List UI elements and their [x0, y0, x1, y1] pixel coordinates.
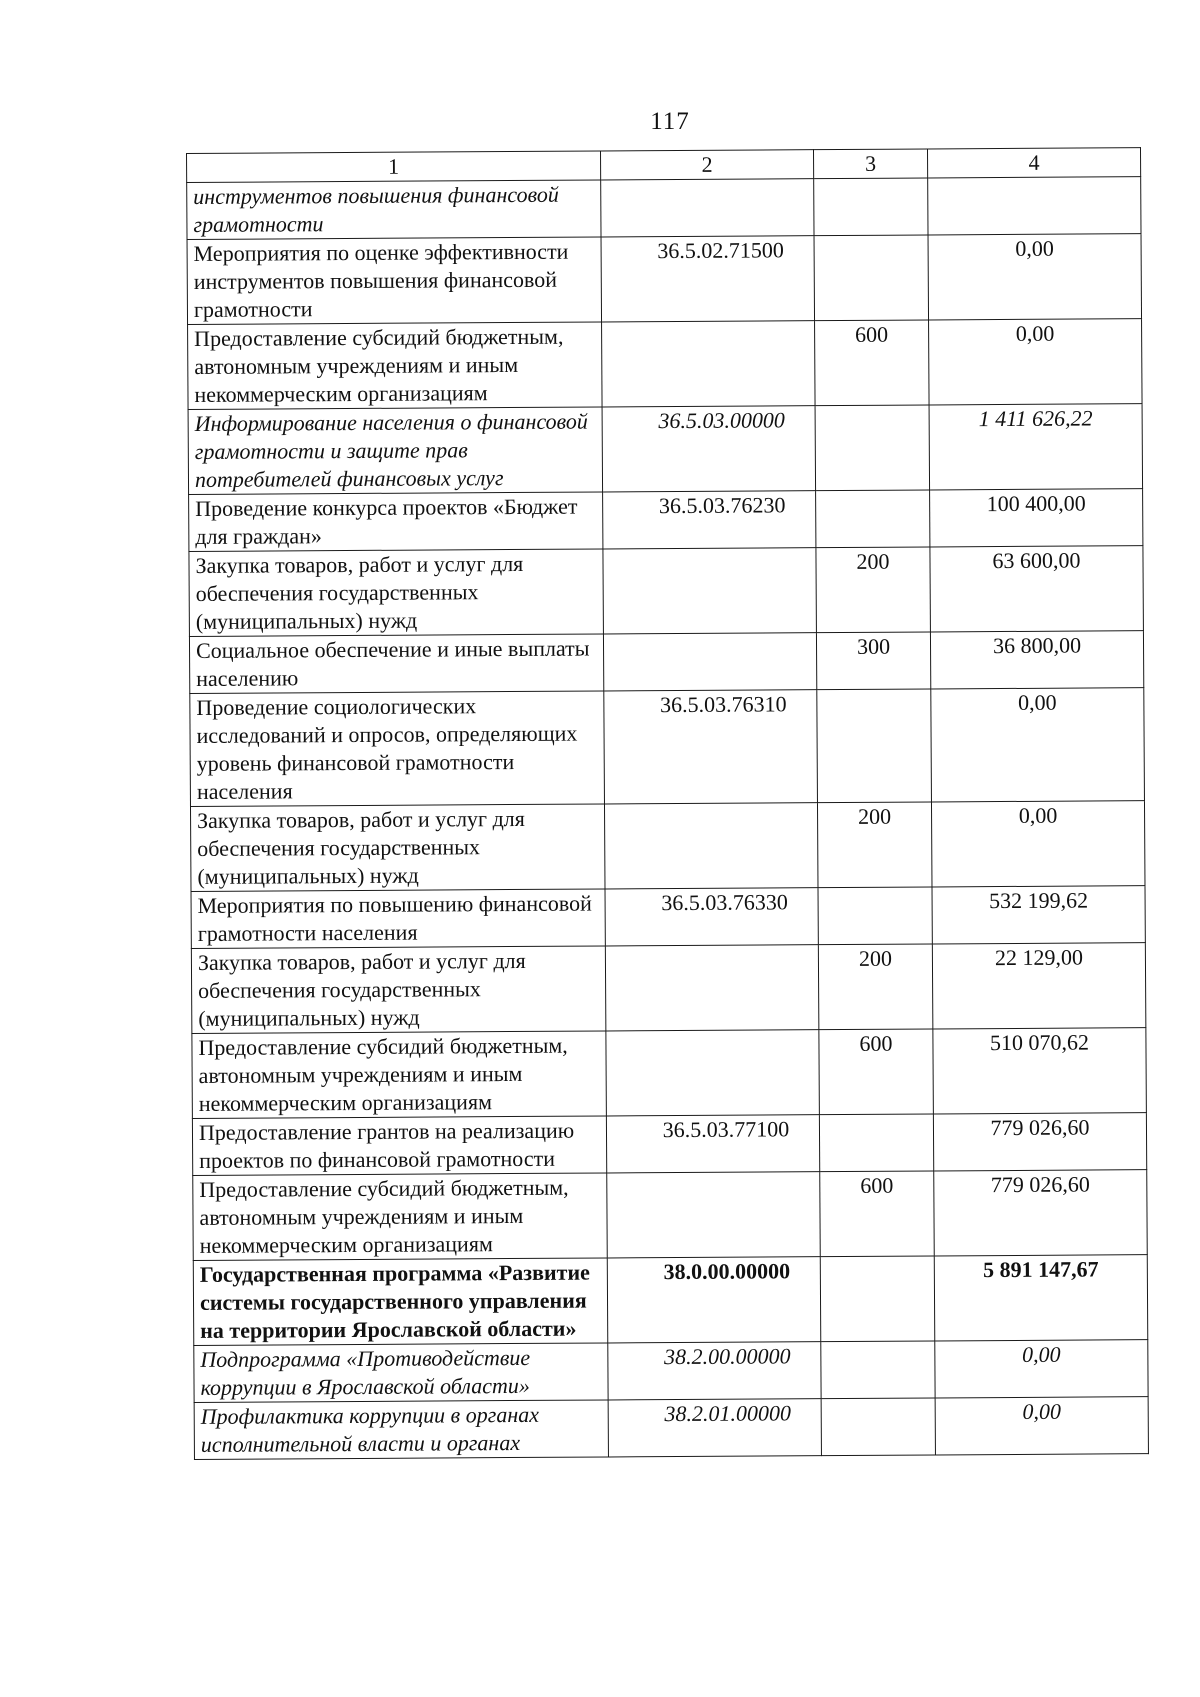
row-name-cell: Предоставление грантов на реализацию проектов по финансовой грамотности — [192, 1116, 606, 1176]
row-type-cell: 200 — [817, 802, 932, 888]
row-amount-cell: 63 600,00 — [930, 546, 1144, 632]
table-row — [191, 886, 1145, 949]
row-type-cell — [819, 1114, 933, 1172]
row-code-cell — [606, 1030, 820, 1116]
table-row — [189, 546, 1144, 637]
row-code-cell: 38.2.00.00000 — [608, 1342, 821, 1400]
table-row — [188, 319, 1143, 410]
row-name-cell: Проведение конкурса проектов «Бюджет для граждан» — [189, 492, 603, 552]
table-row — [193, 1170, 1148, 1261]
row-name-cell: Проведение социологических исследований и опросов, определяющих уровень финансовой грамотности населения — [190, 691, 605, 807]
row-name-cell: Социальное обеспечение и иные выплаты населению — [189, 634, 603, 694]
row-amount-cell: 0,00 — [935, 1397, 1148, 1455]
table-row — [189, 631, 1143, 694]
header-cell-amount: 4 — [927, 148, 1140, 178]
row-amount-cell: 779 026,60 — [933, 1113, 1146, 1171]
row-amount-cell: 0,00 — [931, 688, 1145, 802]
table-row — [190, 801, 1145, 892]
row-type-cell — [820, 1256, 935, 1342]
row-name-cell: Предоставление субсидий бюджетным, автономным учреждениям и иным некоммерческим организациям — [188, 322, 603, 410]
row-name-cell: Мероприятия по повышению финансовой грамотности населения — [191, 889, 605, 949]
row-type-cell — [821, 1398, 935, 1456]
row-name-cell: Предоставление субсидий бюджетным, автономным учреждениям и иным некоммерческим организациям — [192, 1031, 607, 1119]
row-code-cell — [603, 548, 817, 634]
table-row — [187, 234, 1142, 325]
row-code-cell: 36.5.03.00000 — [602, 406, 816, 492]
row-amount-cell: 1 411 626,22 — [929, 404, 1143, 490]
table-row — [192, 1113, 1146, 1176]
row-type-cell — [815, 405, 930, 491]
row-type-cell: 300 — [816, 632, 930, 690]
table-row — [191, 943, 1146, 1034]
row-amount-cell: 0,00 — [935, 1340, 1148, 1398]
row-type-cell: 600 — [815, 320, 930, 406]
row-type-cell — [817, 689, 932, 803]
table-row — [188, 404, 1143, 495]
row-name-cell: Мероприятия по оценке эффективности инструментов повышения финансовой грамотности — [187, 237, 602, 325]
row-amount-cell: 5 891 147,67 — [934, 1255, 1148, 1341]
row-code-cell: 38.0.00.00000 — [607, 1257, 821, 1343]
row-type-cell: 600 — [819, 1029, 934, 1115]
table-body — [187, 177, 1149, 1460]
row-type-cell — [818, 887, 932, 945]
header-cell-name: 1 — [187, 151, 601, 183]
row-amount-cell: 510 070,62 — [933, 1028, 1147, 1114]
row-name-cell: инструментов повышения финансовой грамотности — [187, 180, 601, 240]
row-name-cell: Профилактика коррупции в органах исполнительной власти и органах — [194, 1400, 608, 1460]
row-code-cell — [607, 1172, 821, 1258]
row-amount-cell: 0,00 — [931, 801, 1145, 887]
row-code-cell — [602, 321, 816, 407]
table-row — [192, 1028, 1147, 1119]
row-name-cell: Предоставление субсидий бюджетным, автономным учреждениям и иным некоммерческим организациям — [193, 1173, 608, 1261]
row-code-cell: 36.5.03.76330 — [605, 888, 818, 946]
row-amount-cell: 36 800,00 — [930, 631, 1143, 689]
row-type-cell: 600 — [820, 1171, 935, 1257]
table-row — [194, 1340, 1148, 1403]
row-type-cell — [816, 490, 930, 548]
header-cell-type: 3 — [813, 149, 927, 179]
row-code-cell — [605, 945, 819, 1031]
row-amount-cell: 779 026,60 — [934, 1170, 1148, 1256]
row-code-cell: 36.5.02.71500 — [601, 236, 815, 322]
row-code-cell — [601, 179, 814, 237]
row-amount-cell: 100 400,00 — [930, 489, 1143, 547]
row-code-cell — [603, 633, 816, 691]
row-type-cell: 200 — [818, 944, 933, 1030]
row-amount-cell: 0,00 — [928, 234, 1142, 320]
row-code-cell: 36.5.03.76310 — [604, 690, 818, 804]
row-name-cell: Закупка товаров, работ и услуг для обеспечения государственных (муниципальных) нужд — [189, 549, 604, 637]
budget-table — [186, 147, 1149, 1460]
row-code-cell: 36.5.03.76230 — [603, 491, 816, 549]
row-type-cell — [814, 178, 928, 236]
table-row — [193, 1255, 1148, 1346]
row-amount-cell — [928, 177, 1141, 235]
table-row — [187, 177, 1141, 240]
row-name-cell: Закупка товаров, работ и услуг для обеспечения государственных (муниципальных) нужд — [191, 946, 606, 1034]
table-row — [190, 688, 1145, 807]
row-amount-cell: 532 199,62 — [932, 886, 1145, 944]
header-cell-code: 2 — [600, 150, 813, 180]
row-type-cell — [814, 235, 929, 321]
row-name-cell: Закупка товаров, работ и услуг для обеспечения государственных (муниципальных) нужд — [190, 804, 605, 892]
row-code-cell: 38.2.01.00000 — [608, 1399, 821, 1457]
row-amount-cell: 22 129,00 — [932, 943, 1146, 1029]
row-code-cell — [604, 803, 818, 889]
row-name-cell: Подпрограмма «Противодействие коррупции в Ярославской области» — [194, 1343, 608, 1403]
row-name-cell: Информирование населения о финансовой грамотности и защите прав потребителей финансовых услуг — [188, 407, 603, 495]
row-amount-cell: 0,00 — [929, 319, 1143, 405]
row-type-cell — [821, 1341, 935, 1399]
table-row — [189, 489, 1143, 552]
row-type-cell: 200 — [816, 547, 931, 633]
page-number: 117 — [650, 108, 690, 135]
row-name-cell: Государственная программа «Развитие системы государственного управления на территории Ярославской области» — [193, 1258, 608, 1346]
row-code-cell: 36.5.03.77100 — [606, 1115, 819, 1173]
table-row — [194, 1397, 1148, 1460]
